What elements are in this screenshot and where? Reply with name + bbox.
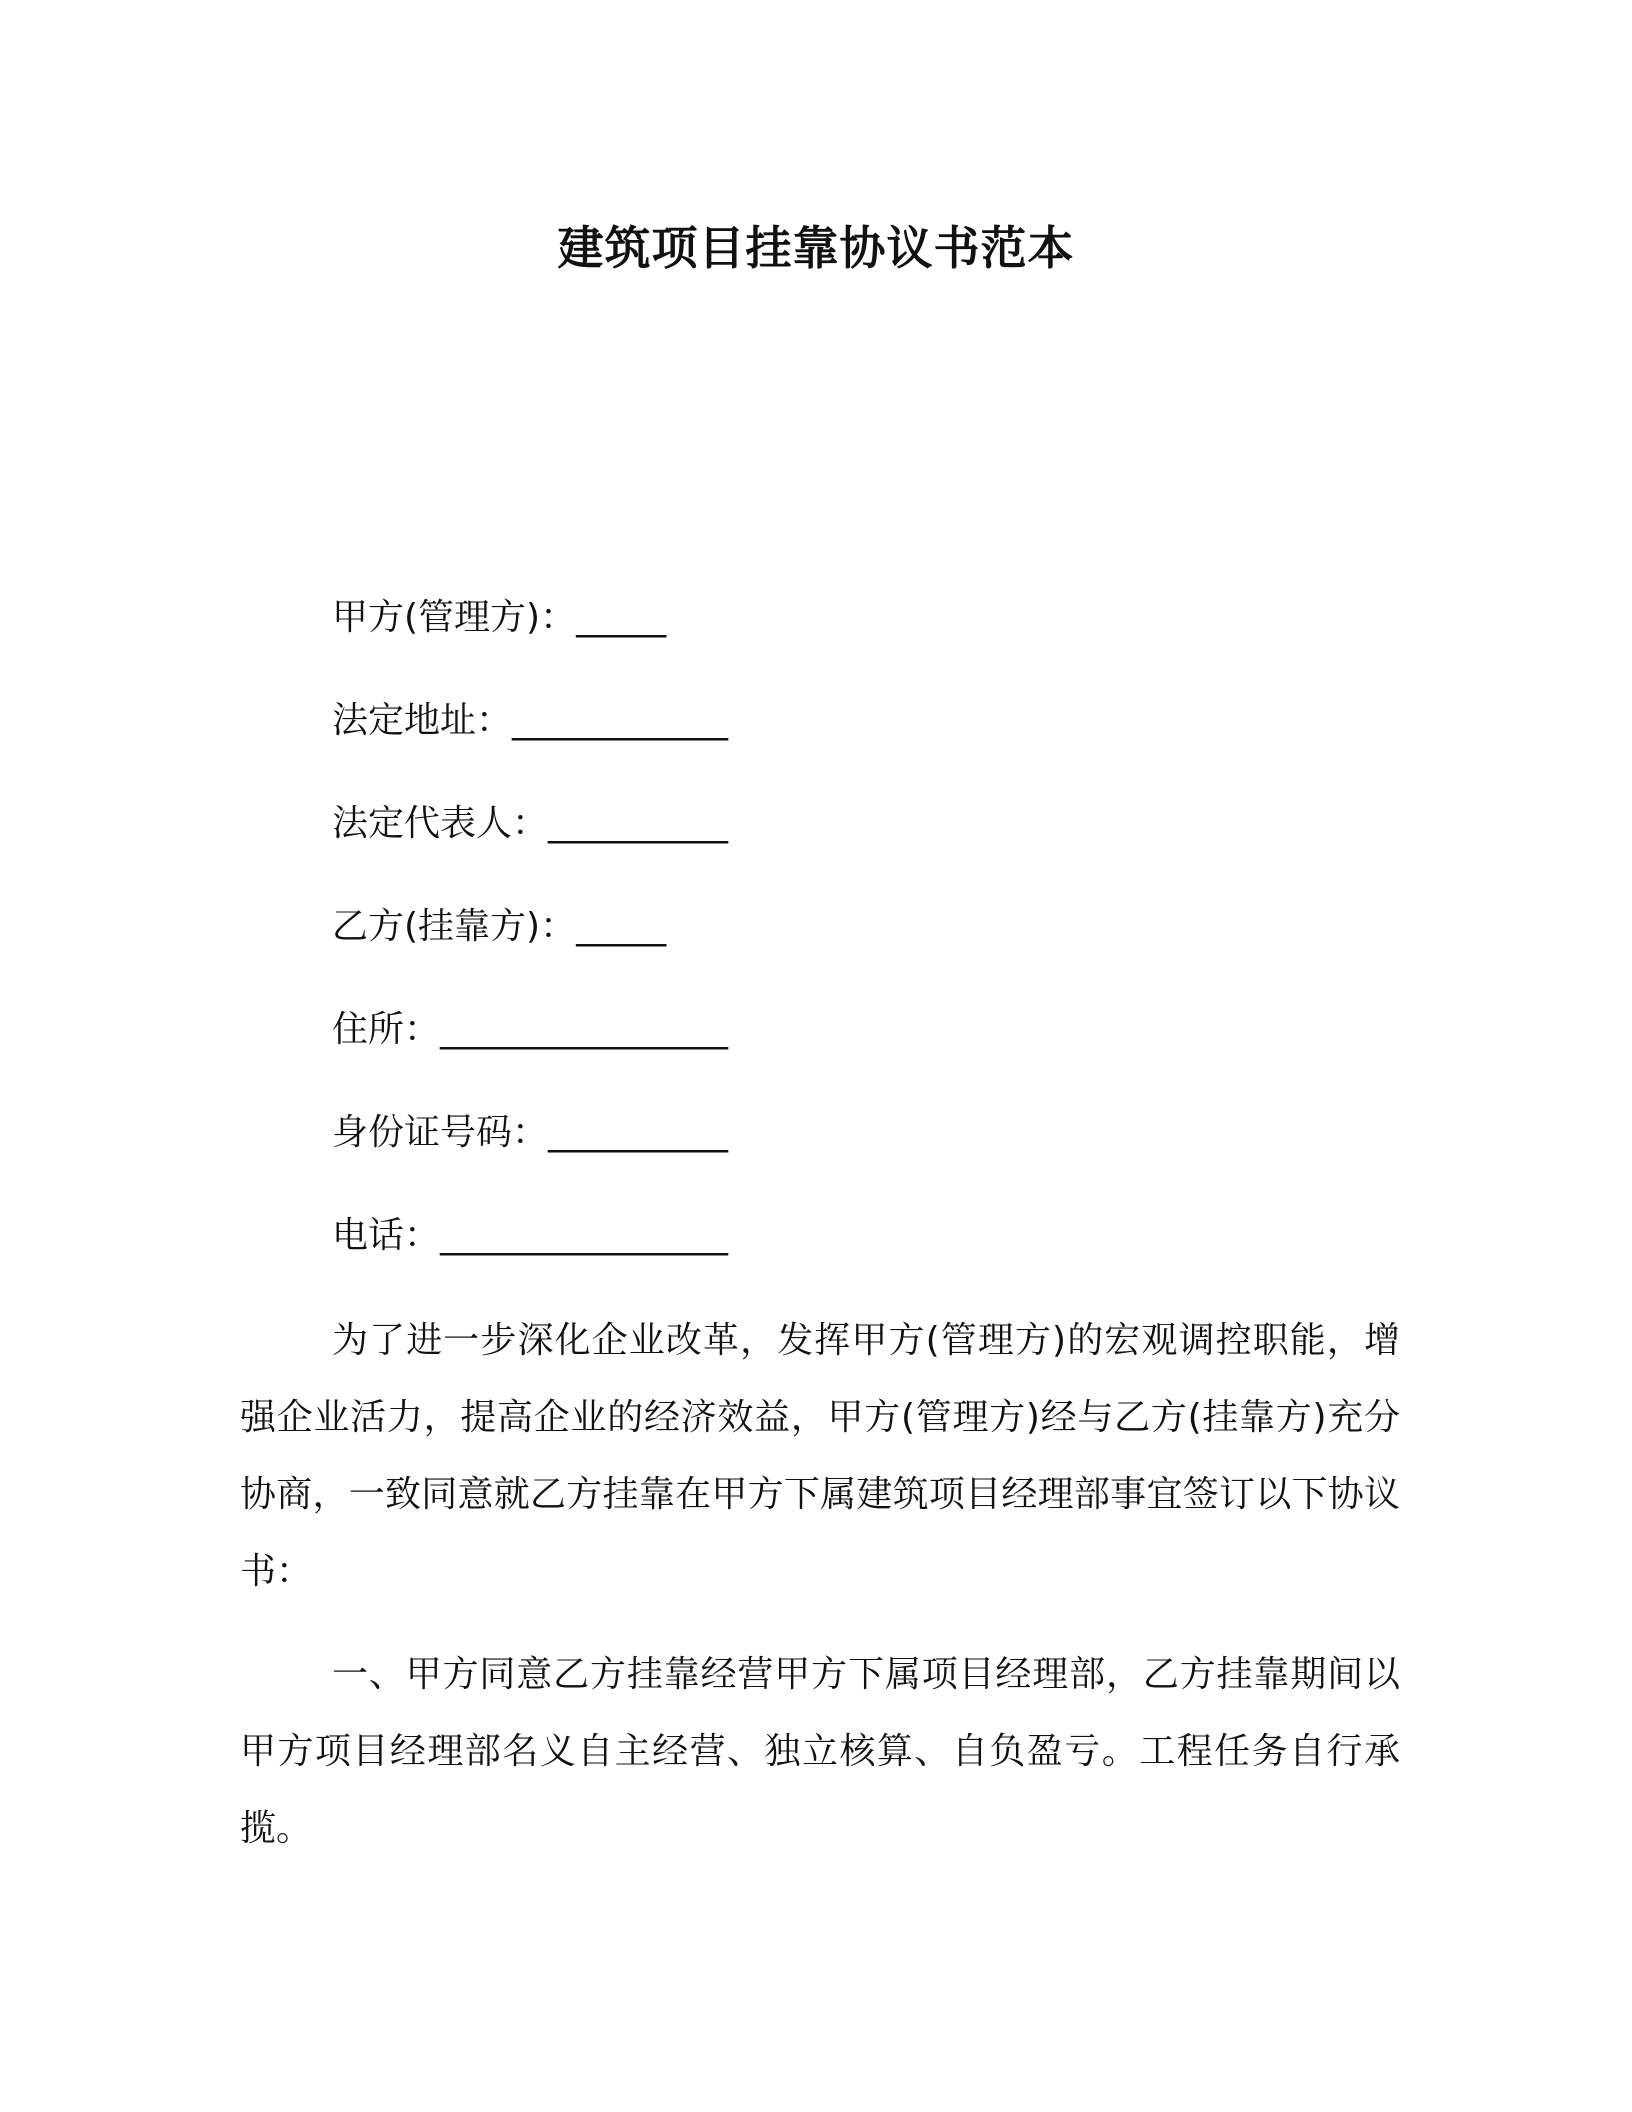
field-blank: __________ xyxy=(548,803,729,844)
party-fields xyxy=(332,592,728,1313)
field-label: 身份证号码： xyxy=(332,1112,549,1153)
field-legal-representative xyxy=(332,798,728,850)
field-label: 乙方(挂靠方)： xyxy=(332,906,577,947)
field-party-a xyxy=(332,592,728,644)
field-phone xyxy=(332,1210,728,1262)
field-blank: ____________ xyxy=(512,700,729,741)
field-blank: _____ xyxy=(576,906,667,947)
paragraph-clause-1: 一、甲方同意乙方挂靠经营甲方下属项目经理部，乙方挂靠期间以甲方项目经理部名义自主经营、独立核算、自负盈亏。工程任务自行承揽。 xyxy=(240,1654,1400,1849)
field-label: 住所： xyxy=(332,1009,441,1050)
paragraph-preamble: 为了进一步深化企业改革，发挥甲方(管理方)的宏观调控职能，增强企业活力，提高企业的经济效益，甲方(管理方)经与乙方(挂靠方)充分协商，一致同意就乙方挂靠在甲方下属建筑项目经理部事宜签订以下协议书： xyxy=(240,1320,1400,1592)
field-label: 甲方(管理方)： xyxy=(332,597,577,638)
field-id-number xyxy=(332,1107,728,1159)
field-label: 法定代表人： xyxy=(332,803,549,844)
field-blank: ________________ xyxy=(440,1009,729,1050)
field-label: 电话： xyxy=(332,1215,441,1256)
field-blank: __________ xyxy=(548,1112,729,1153)
field-party-b xyxy=(332,901,728,953)
field-label: 法定地址： xyxy=(332,700,513,741)
field-blank: ________________ xyxy=(440,1215,729,1256)
field-blank: _____ xyxy=(576,597,667,638)
field-residence xyxy=(332,1004,728,1056)
document-title: 建筑项目挂靠协议书范本 xyxy=(557,221,1075,275)
field-legal-address xyxy=(332,695,728,747)
